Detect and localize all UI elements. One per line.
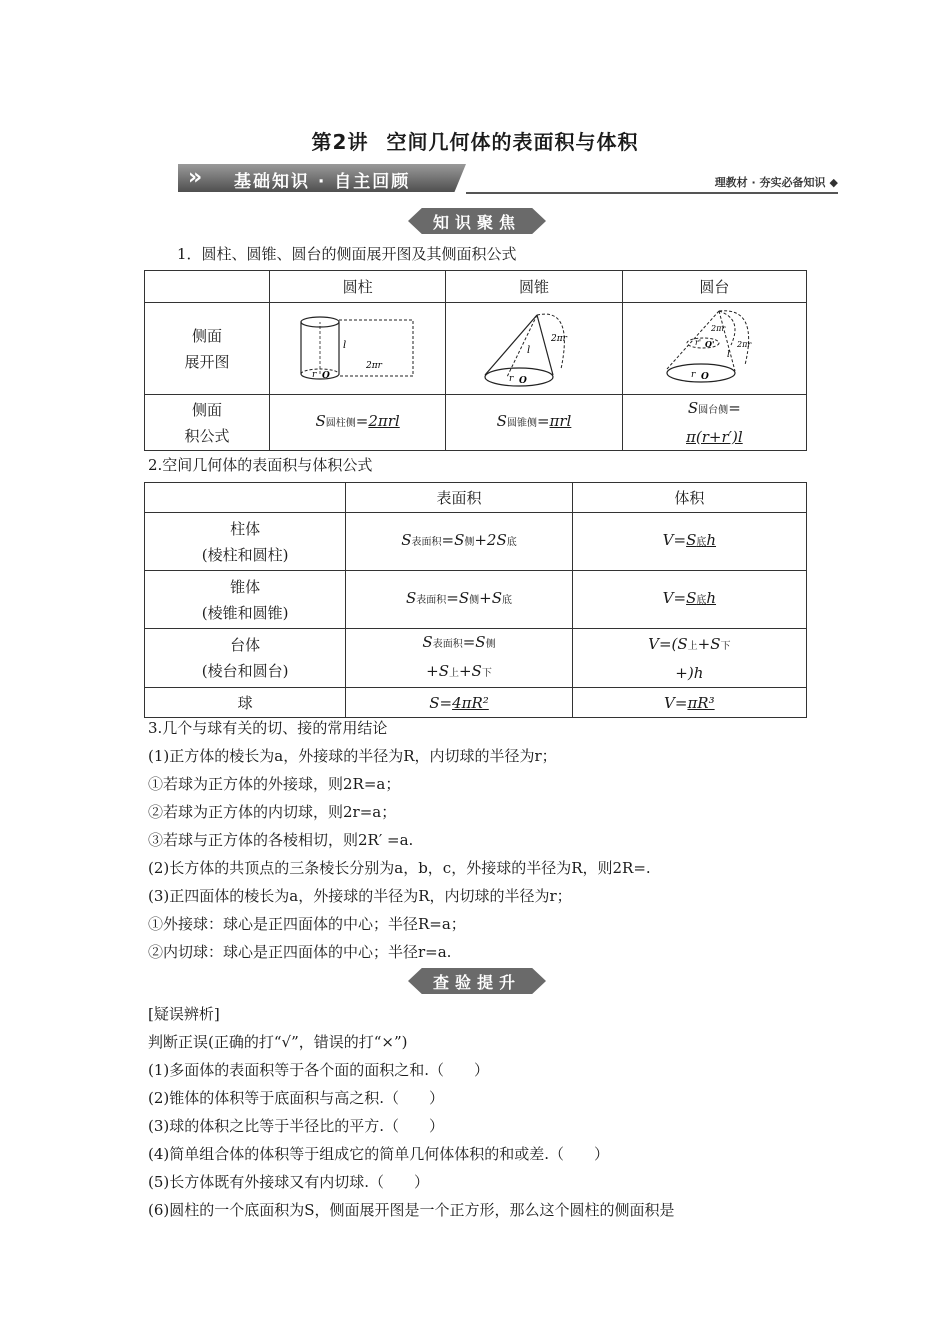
pyramid-area-formula: S表面积=S侧+S底	[346, 571, 572, 629]
lesson-title: 空间几何体的表面积与体积	[386, 130, 639, 154]
svg-text:l: l	[527, 344, 531, 356]
s3-line-4: ③若球与正方体的各棱相切，则2R′ =a.	[148, 831, 414, 849]
pyramid-volume-formula: V=S底h	[572, 571, 806, 629]
check-line-4: (2)锥体的体积等于底面积与高之积.（ ）	[148, 1089, 445, 1107]
row-label-formula: 侧面 积公式	[145, 395, 270, 451]
label-l: l	[342, 339, 346, 351]
svg-text:l: l	[727, 349, 731, 360]
section-3-heading: 3.几个与球有关的切、接的常用结论	[148, 719, 388, 737]
svg-text:r': r'	[695, 337, 702, 347]
banner-title: 基础知识 · 自主回顾	[234, 172, 411, 192]
check-line-8: (6)圆柱的一个底面积为S，侧面展开图是一个正方形，那么这个圆柱的侧面积是	[148, 1201, 675, 1219]
header-frustum: 圆台	[622, 271, 806, 303]
svg-text:O: O	[321, 370, 330, 381]
section-1-heading: 1．圆柱、圆锥、圆台的侧面展开图及其侧面积公式	[177, 245, 517, 263]
prism-volume-formula: V=S底h	[572, 513, 806, 571]
row-label-net: 侧面 展开图	[145, 303, 270, 395]
s3-line-2: ①若球为正方体的外接球，则2R=a；	[148, 775, 401, 793]
tag-check: 查验提升	[408, 968, 546, 994]
s3-line-8: ②内切球：球心是正四面体的中心；半径r=a.	[148, 943, 452, 961]
page-title	[0, 126, 950, 155]
check-line-6: (4)简单组合体的体积等于组成它的简单几何体体积的和或差.（ ）	[148, 1145, 610, 1163]
banner-rule	[466, 192, 838, 194]
cone-net-diagram	[446, 303, 622, 395]
sphere-area-formula: S=4πR²	[346, 688, 572, 718]
svg-text:r: r	[691, 369, 696, 380]
frustum-lateral-formula: S圆台侧= π(r+r′)l	[622, 395, 806, 451]
cone-lateral-formula: S圆锥侧=πrl	[446, 395, 622, 451]
s3-line-1: (1)正方体的棱长为a，外接球的半径为R，内切球的半径为r；	[148, 747, 557, 765]
banner-subtitle: 理教材 · 夯实必备知识 ◆	[714, 176, 838, 189]
frustum-net-diagram	[622, 303, 806, 395]
frustum-volume-formula: V=(S上+S下 +)h	[572, 629, 806, 688]
header-cylinder: 圆柱	[269, 271, 445, 303]
lateral-area-table	[144, 270, 807, 451]
header-surface-area: 表面积	[346, 483, 572, 513]
cylinder-net-diagram	[269, 303, 445, 395]
check-line-7: (5)长方体既有外接球又有内切球.（ ）	[148, 1173, 430, 1191]
svg-text:r: r	[311, 369, 316, 380]
s3-line-5: (2)长方体的共顶点的三条棱长分别为a，b，c，外接球的半径为R，则2R=.	[148, 859, 651, 877]
row-prism: 柱体 (棱柱和圆柱)	[145, 513, 346, 571]
diamond-icon: ◆	[829, 176, 838, 189]
row-frustum: 台体 (棱台和圆台)	[145, 629, 346, 688]
frustum-area-formula: S表面积=S侧 +S上+S下	[346, 629, 572, 688]
cylinder-lateral-formula: S圆柱侧=2πrl	[269, 395, 445, 451]
label-2pir: 2πr	[365, 360, 382, 371]
lesson-number: 第2讲	[311, 130, 369, 154]
check-line-3: (1)多面体的表面积等于各个面的面积之和.（ ）	[148, 1061, 490, 1079]
sphere-volume-formula: V=πR³	[572, 688, 806, 718]
check-line-1: [疑误辨析]	[148, 1005, 220, 1023]
s3-line-6: (3)正四面体的棱长为a，外接球的半径为R，内切球的半径为r；	[148, 887, 572, 905]
svg-text:2πr: 2πr	[551, 333, 567, 344]
svg-text:2πr: 2πr	[711, 323, 726, 333]
s3-line-3: ②若球为正方体的内切球，则2r=a；	[148, 803, 397, 821]
header-cone: 圆锥	[446, 271, 622, 303]
svg-text:O: O	[701, 371, 710, 382]
row-pyramid: 锥体 (棱锥和圆锥)	[145, 571, 346, 629]
svg-text:2πr: 2πr	[737, 339, 752, 349]
check-line-2: 判断正误(正确的打“√”，错误的打“×”)	[148, 1033, 408, 1051]
chevron-icon: »	[188, 165, 197, 190]
svg-text:O': O'	[705, 338, 715, 349]
prism-area-formula: S表面积=S侧+2S底	[346, 513, 572, 571]
check-line-5: (3)球的体积之比等于半径比的平方.（ ）	[148, 1117, 445, 1135]
row-sphere: 球	[145, 688, 346, 718]
section-2-heading: 2.空间几何体的表面积与体积公式	[148, 456, 373, 474]
tag-knowledge: 知识聚焦	[408, 208, 546, 234]
svg-text:O: O	[519, 375, 527, 386]
section-banner	[178, 162, 848, 194]
header-volume: 体积	[572, 483, 806, 513]
s3-line-7: ①外接球：球心是正四面体的中心；半径R=a；	[148, 915, 466, 933]
svg-text:r: r	[509, 373, 514, 384]
area-volume-table	[144, 482, 807, 718]
